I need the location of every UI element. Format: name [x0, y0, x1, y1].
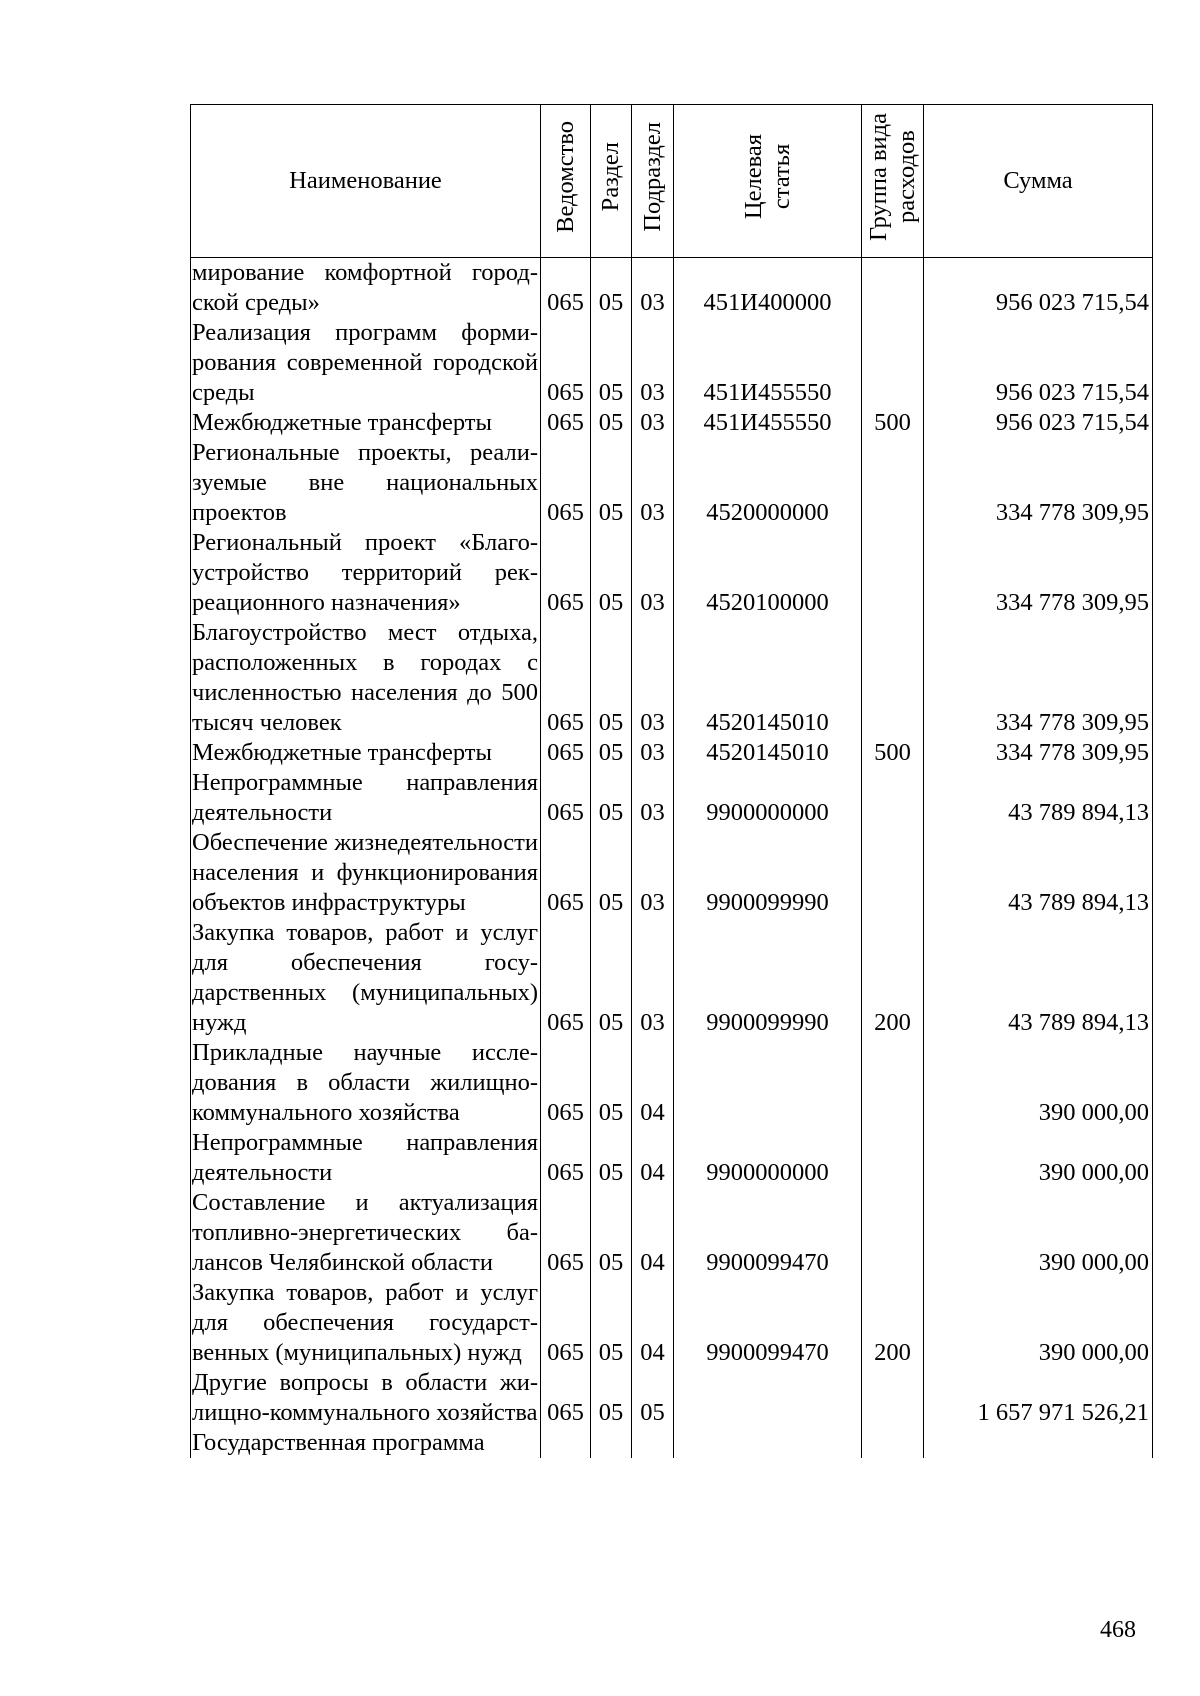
cell-sum: 956 023 715,54 [924, 258, 1153, 319]
cell-sum: 390 000,00 [924, 1128, 1153, 1188]
cell-name: Благоустройство мест отдыха, расположенных в городах с численностью населения до 500 тысяч человек [191, 618, 541, 738]
cell-subsection: 03 [632, 828, 674, 918]
cell-section: 05 [591, 318, 632, 408]
cell-sum: 390 000,00 [924, 1038, 1153, 1128]
header-department-label: Ведомство [551, 121, 579, 233]
cell-section: 05 [591, 1188, 632, 1278]
cell-subsection: 05 [632, 1368, 674, 1428]
cell-expense-group: 500 [862, 408, 924, 438]
header-name-label: Наименование [289, 167, 442, 194]
cell-department: 065 [541, 528, 591, 618]
cell-subsection: 03 [632, 918, 674, 1038]
cell-target-article: 451И400000 [674, 258, 862, 319]
cell-name: Государственная программа [191, 1428, 541, 1458]
cell-sum: 956 023 715,54 [924, 318, 1153, 408]
cell-sum: 390 000,00 [924, 1188, 1153, 1278]
header-expense-group-line2: расходов [892, 130, 920, 224]
cell-department: 065 [541, 1188, 591, 1278]
cell-subsection: 04 [632, 1128, 674, 1188]
header-expense-group [862, 105, 924, 258]
cell-subsection: 04 [632, 1038, 674, 1128]
cell-expense-group [862, 1428, 924, 1458]
table-row [191, 258, 1153, 319]
cell-subsection: 03 [632, 258, 674, 319]
cell-target-article: 9900099470 [674, 1188, 862, 1278]
cell-expense-group [862, 1128, 924, 1188]
cell-sum: 43 789 894,13 [924, 768, 1153, 828]
cell-subsection: 03 [632, 528, 674, 618]
header-section [591, 105, 632, 258]
header-name [191, 105, 541, 258]
cell-expense-group [862, 258, 924, 319]
cell-sum: 334 778 309,95 [924, 438, 1153, 528]
cell-target-article: 9900099990 [674, 918, 862, 1038]
cell-subsection: 03 [632, 318, 674, 408]
cell-sum: 956 023 715,54 [924, 408, 1153, 438]
cell-name: Прикладные научные исследования в области жилищно-коммунального хозяйства [191, 1038, 541, 1128]
cell-department: 065 [541, 768, 591, 828]
cell-department [541, 1428, 591, 1458]
cell-section: 05 [591, 528, 632, 618]
cell-section: 05 [591, 1278, 632, 1368]
table-row [191, 1128, 1153, 1188]
cell-sum: 43 789 894,13 [924, 828, 1153, 918]
table-row [191, 438, 1153, 528]
table-row [191, 618, 1153, 738]
header-subsection-label: Подраздел [638, 122, 666, 232]
table-row [191, 738, 1153, 768]
cell-subsection: 04 [632, 1278, 674, 1368]
cell-section: 05 [591, 258, 632, 319]
table-row [191, 768, 1153, 828]
cell-sum: 390 000,00 [924, 1278, 1153, 1368]
cell-name: Региональные проекты, реализуемые вне национальных проектов [191, 438, 541, 528]
header-target-article [674, 105, 862, 258]
cell-name: Закупка товаров, работ и услуг для обеспечения государственных (муниципальных) нужд [191, 1278, 541, 1368]
cell-section: 05 [591, 918, 632, 1038]
cell-subsection: 03 [632, 768, 674, 828]
table-row [191, 318, 1153, 408]
cell-sum: 1 657 971 526,21 [924, 1368, 1153, 1428]
table-row [191, 408, 1153, 438]
cell-section: 05 [591, 828, 632, 918]
cell-section: 05 [591, 438, 632, 528]
header-target-article-line2: статья [767, 144, 795, 210]
cell-target-article: 4520100000 [674, 528, 862, 618]
cell-expense-group [862, 1038, 924, 1128]
cell-name: Непрограммные направления деятельности [191, 1128, 541, 1188]
table-row [191, 1428, 1153, 1458]
cell-sum: 334 778 309,95 [924, 528, 1153, 618]
header-target-article-line1: Целевая [739, 134, 767, 220]
table-row [191, 918, 1153, 1038]
cell-section: 05 [591, 618, 632, 738]
table-body [191, 258, 1153, 1459]
cell-expense-group [862, 318, 924, 408]
header-sum [924, 105, 1153, 258]
cell-target-article: 4520145010 [674, 618, 862, 738]
cell-department: 065 [541, 1038, 591, 1128]
cell-expense-group [862, 438, 924, 528]
cell-sum: 43 789 894,13 [924, 918, 1153, 1038]
table-row [191, 1278, 1153, 1368]
cell-target-article: 4520000000 [674, 438, 862, 528]
cell-name: Закупка товаров, работ и услуг для обеспечения государственных (муниципальных) нужд [191, 918, 541, 1038]
table-row [191, 1188, 1153, 1278]
cell-sum: 334 778 309,95 [924, 738, 1153, 768]
cell-sum: 334 778 309,95 [924, 618, 1153, 738]
table-row [191, 1038, 1153, 1128]
cell-expense-group [862, 828, 924, 918]
cell-subsection: 03 [632, 618, 674, 738]
cell-section [591, 1428, 632, 1458]
cell-name: Непрограммные направления деятельности [191, 768, 541, 828]
cell-subsection: 03 [632, 738, 674, 768]
cell-department: 065 [541, 318, 591, 408]
cell-target-article: 9900000000 [674, 1128, 862, 1188]
cell-department: 065 [541, 438, 591, 528]
cell-department: 065 [541, 258, 591, 319]
cell-expense-group [862, 1188, 924, 1278]
cell-department: 065 [541, 918, 591, 1038]
cell-target-article: 9900000000 [674, 768, 862, 828]
cell-department: 065 [541, 1368, 591, 1428]
header-sum-label: Сумма [1003, 167, 1073, 194]
cell-subsection [632, 1428, 674, 1458]
cell-name: мирование комфортной городской среды» [191, 258, 541, 319]
cell-expense-group [862, 528, 924, 618]
cell-expense-group: 500 [862, 738, 924, 768]
cell-department: 065 [541, 618, 591, 738]
header-expense-group-line1: Группа вида [864, 112, 892, 242]
table-header [191, 105, 1153, 258]
cell-target-article [674, 1038, 862, 1128]
cell-target-article: 9900099990 [674, 828, 862, 918]
cell-sum [924, 1428, 1153, 1458]
cell-department: 065 [541, 738, 591, 768]
cell-name: Реализация программ формирования современной городской среды [191, 318, 541, 408]
cell-subsection: 03 [632, 438, 674, 528]
cell-department: 065 [541, 1128, 591, 1188]
cell-expense-group [862, 618, 924, 738]
table-row [191, 1368, 1153, 1428]
cell-target-article: 451И455550 [674, 408, 862, 438]
cell-name: Другие вопросы в области жилищно-коммунального хозяйства [191, 1368, 541, 1428]
header-section-label: Раздел [597, 142, 624, 212]
cell-name: Составление и актуализация топливно-энергетических балансов Челябинской области [191, 1188, 541, 1278]
cell-target-article [674, 1428, 862, 1458]
cell-name: Региональный проект «Благоустройство территорий рекреационного назначения» [191, 528, 541, 618]
cell-expense-group: 200 [862, 1278, 924, 1368]
cell-department: 065 [541, 408, 591, 438]
cell-target-article: 9900099470 [674, 1278, 862, 1368]
cell-subsection: 04 [632, 1188, 674, 1278]
cell-section: 05 [591, 768, 632, 828]
header-subsection [632, 105, 674, 258]
cell-section: 05 [591, 738, 632, 768]
cell-name: Межбюджетные трансферты [191, 738, 541, 768]
table-row [191, 828, 1153, 918]
header-target-article-label [740, 134, 796, 219]
budget-table [190, 104, 1153, 1458]
table-row [191, 528, 1153, 618]
cell-section: 05 [591, 1368, 632, 1428]
cell-department: 065 [541, 828, 591, 918]
cell-target-article [674, 1368, 862, 1428]
page-number: 468 [1100, 1617, 1136, 1643]
cell-section: 05 [591, 408, 632, 438]
cell-section: 05 [591, 1038, 632, 1128]
header-department [541, 105, 591, 258]
cell-section: 05 [591, 1128, 632, 1188]
cell-expense-group [862, 1368, 924, 1428]
header-expense-group-label [865, 113, 921, 241]
cell-target-article: 4520145010 [674, 738, 862, 768]
cell-department: 065 [541, 1278, 591, 1368]
cell-subsection: 03 [632, 408, 674, 438]
cell-name: Обеспечение жизнедеятельности населения и функционирования объектов инфраструктуры [191, 828, 541, 918]
cell-expense-group: 200 [862, 918, 924, 1038]
cell-target-article: 451И455550 [674, 318, 862, 408]
cell-expense-group [862, 768, 924, 828]
cell-name: Межбюджетные трансферты [191, 408, 541, 438]
